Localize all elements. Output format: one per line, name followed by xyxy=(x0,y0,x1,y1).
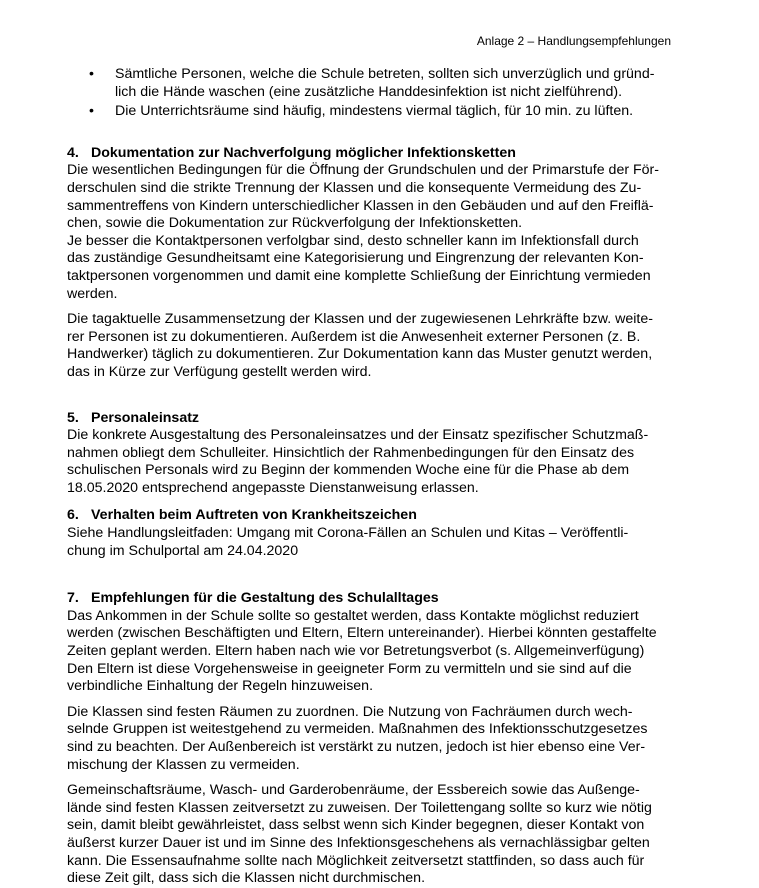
section-4 xyxy=(67,145,673,382)
text-line: Die wesentlichen Bedingungen für die Öffnung der Grundschulen und der Primarstufe der För- xyxy=(67,162,660,179)
text-line: Die tagaktuelle Zusammensetzung der Klassen und der zugewiesenen Lehrkräfte bzw. weite- xyxy=(67,311,653,328)
section-heading xyxy=(67,410,673,428)
bullet-icon: • xyxy=(89,103,94,120)
text-line: selnde Gruppen ist weitestgehend zu vermeiden. Maßnahmen des Infektionsschutzgesetzes xyxy=(67,721,648,738)
section-title: Verhalten beim Auftreten von Krankheitszeichen xyxy=(91,507,417,524)
bullet-text: Die Unterrichtsräume sind häufig, mindestens viermal täglich, für 10 min. zu lüften. xyxy=(115,103,634,120)
paragraph xyxy=(67,233,673,303)
section-number: 7. xyxy=(67,590,79,607)
section-title: Personaleinsatz xyxy=(91,409,200,426)
section-heading xyxy=(67,507,673,525)
section-6 xyxy=(67,507,673,560)
text-line: verbindliche Einhaltung der Regeln hinzuweisen. xyxy=(67,678,374,695)
text-line: werden. xyxy=(67,285,118,302)
text-line: sein, damit bleibt gewährleistet, dass selbst wenn sich Kinder begegnen, dieser Kontakt von xyxy=(67,817,645,834)
section-heading xyxy=(67,145,673,163)
text-line: mischung der Klassen zu vermeiden. xyxy=(67,756,300,773)
bullet-list xyxy=(67,66,673,121)
text-line: kann. Die Essensaufnahme sollte nach Möglichkeit zeitversetzt stattfinden, so dass auch für xyxy=(67,852,645,869)
text-line: chung im Schulportal am 24.04.2020 xyxy=(67,542,299,559)
text-line: nahmen obliegt dem Schulleiter. Hinsichtlich der Rahmenbedingungen für den Einsatz des xyxy=(67,444,635,461)
list-item xyxy=(67,103,673,121)
text-line: Den Eltern ist diese Vorgehensweise in geeigneter Form zu vermitteln und sie sind auf die xyxy=(67,660,632,677)
section-number: 5. xyxy=(67,409,79,426)
text-line: derschulen sind die strikte Trennung der Klassen und die konsequente Vermeidung des Zu- xyxy=(67,179,642,196)
bullet-text: lich die Hände waschen (eine zusätzliche Handdesinfektion ist nicht zielführend). xyxy=(115,83,623,100)
document-body xyxy=(67,66,673,888)
text-line: werden (zwischen Beschäftigten und Eltern, Eltern untereinander). Hierbei könnten gestaffelte xyxy=(67,625,657,642)
text-line: Zeiten geplant werden. Eltern haben nach wie vor Betretungsverbot (s. Allgemeinverfügung) xyxy=(67,643,645,660)
text-line: Gemeinschaftsräume, Wasch- und Garderobenräume, der Essbereich sowie das Außenge- xyxy=(67,782,640,799)
list-item xyxy=(67,66,673,101)
text-line: sind zu beachten. Der Außenbereich ist verstärkt zu nutzen, jedoch ist hier ebenso eine Ver- xyxy=(67,739,646,755)
section-number: 4. xyxy=(67,144,79,161)
text-line: diese Zeit gilt, dass sich die Klassen nicht durchmischen. xyxy=(67,870,426,887)
paragraph xyxy=(67,704,673,774)
bullet-icon: • xyxy=(89,66,94,82)
text-line: Das Ankommen in der Schule sollte so gestaltet werden, dass Kontakte möglichst reduziert xyxy=(67,607,639,624)
text-line: taktpersonen vorgenommen und damit eine komplette Schließung der Einrichtung vermieden xyxy=(67,267,651,284)
section-number: 6. xyxy=(67,507,79,524)
text-line: das zuständige Gesundheitsamt eine Kategorisierung und Eingrenzung der relevanten Kon- xyxy=(67,250,644,267)
text-line: äußerst kurzer Dauer ist und im Sinne des Infektionsgeschehens als vernachlässigbar gelten xyxy=(67,834,650,851)
text-line: Siehe Handlungsleitfaden: Umgang mit Corona-Fällen an Schulen und Kitas – Veröffentli- xyxy=(67,525,629,542)
text-line: Handwerker) täglich zu dokumentieren. Zur Dokumentation kann das Muster genutzt werden, xyxy=(67,346,653,363)
text-line: lände sind festen Klassen zeitversetzt zu zuweisen. Der Toilettengang sollte so kurz wie nötig xyxy=(67,799,652,816)
paragraph xyxy=(67,162,673,232)
text-line: rer Personen ist zu dokumentieren. Außerdem ist die Anwesenheit externer Personen (z. B. xyxy=(67,328,641,345)
section-5 xyxy=(67,410,673,498)
text-line: 18.05.2020 entsprechend angepasste Dienstanweisung erlassen. xyxy=(67,479,479,496)
paragraph xyxy=(67,311,673,381)
paragraph xyxy=(67,782,673,888)
paragraph xyxy=(67,427,673,497)
text-line: sammentreffens von Kindern unterschiedlicher Klassen in den Gebäuden und auf den Freiflä- xyxy=(67,197,654,214)
page-header: Anlage 2 – Handlungsempfehlungen xyxy=(476,34,671,48)
text-line: schulischen Personals wird zu Beginn der kommenden Woche eine für die Phase ab dem xyxy=(67,462,630,479)
section-heading xyxy=(67,590,673,608)
text-line: Je besser die Kontaktpersonen verfolgbar sind, desto schneller kann im Infektionsfall durch xyxy=(67,232,639,249)
paragraph xyxy=(67,608,673,696)
section-7 xyxy=(67,590,673,888)
text-line: Die Klassen sind festen Räumen zu zuordnen. Die Nutzung von Fachräumen durch wech- xyxy=(67,703,633,720)
text-line: das in Kürze zur Verfügung gestellt werden wird. xyxy=(67,363,372,380)
text-line: Die konkrete Ausgestaltung des Personaleinsatzes und der Einsatz spezifischer Schutzmaß- xyxy=(67,427,649,444)
paragraph xyxy=(67,525,673,560)
section-title: Dokumentation zur Nachverfolgung möglicher Infektionsketten xyxy=(91,144,516,161)
section-title: Empfehlungen für die Gestaltung des Schulalltages xyxy=(91,590,439,607)
text-line: chen, sowie die Dokumentation zur Rückverfolgung der Infektionsketten. xyxy=(67,215,523,232)
bullet-text: Sämtliche Personen, welche die Schule betreten, sollten sich unverzüglich und gründ- xyxy=(115,66,655,82)
